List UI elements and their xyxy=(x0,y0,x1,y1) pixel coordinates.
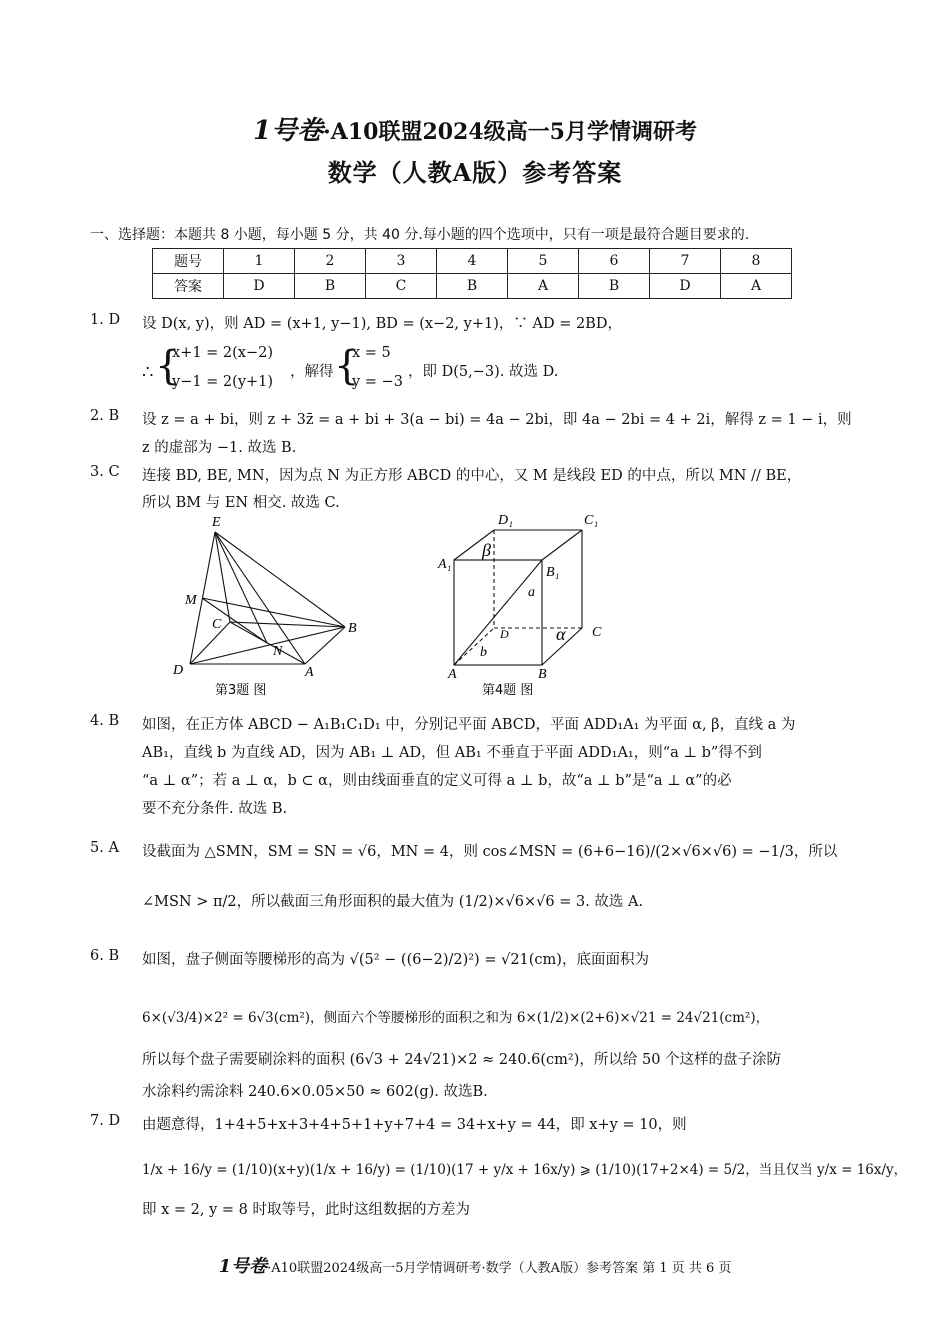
table-cell: D xyxy=(650,274,721,299)
table-cell: 3 xyxy=(366,249,437,274)
q3-line1: 连接 BD, BE, MN，因为点 N 为正方形 ABCD 的中心，又 M 是线段 ED 的中点，所以 MN // BE， xyxy=(142,468,802,484)
page-title xyxy=(0,110,950,147)
table-cell: D xyxy=(224,274,295,299)
brand-logo: 1号卷 xyxy=(253,116,324,146)
label-A: A xyxy=(448,667,457,682)
q4-line3: “a ⊥ α”；若 a ⊥ α，b ⊂ α，则由线面垂直的定义可得 a ⊥ b，故“a ⊥ b”是“a ⊥ α”的必 xyxy=(142,773,732,789)
q7-line2: 1/x + 16/y = (1/10)(x+y)(1/x + 16/y) = (1/10)(17 + y/x + 16x/y) ⩾ (1/10)(17+2×4) = 5/2，当且仅当 y/x = 16x/y， xyxy=(142,1162,908,1178)
label-alpha: α xyxy=(556,624,566,644)
page-footer xyxy=(0,1252,950,1278)
label-B: B xyxy=(538,667,547,682)
footer-text: ·A10联盟2024级高一5月学情调研考·数学（人教A版）参考答案 第 1 页 共 6 页 xyxy=(267,1261,732,1276)
label-N: N xyxy=(273,644,283,659)
section-heading: 一、选择题：本题共 8 小题，每小题 5 分，共 40 分.每小题的四个选项中，只有一项是最符合题目要求的. xyxy=(90,227,750,243)
page-subtitle: 数学（人教A版）参考答案 xyxy=(327,158,623,187)
table-cell: 答案 xyxy=(153,274,224,299)
q3-line2: 所以 BM 与 EN 相交. 故选 C. xyxy=(142,495,340,511)
q5-line2: ∠MSN > π/2，所以截面三角形面积的最大值为 (1/2)×√6×√6 = 3. 故选 A. xyxy=(142,894,644,910)
q7-number: 7. D xyxy=(90,1113,121,1129)
q6-line3: 所以每个盘子需要刷涂料的面积 (6√3 + 24√21)×2 ≈ 240.6(cm²)，所以给 50 个这样的盘子涂防 xyxy=(142,1052,782,1068)
q2-line1: 设 z = a + bi，则 z + 3z̄ = a + bi + 3(a − bi) = 4a − 2bi，即 4a − 2bi = 4 + 2i，解得 z = 1 − i，则 xyxy=(142,412,852,428)
q1-eq1: x+1 = 2(x−2) xyxy=(172,345,274,361)
answer-table xyxy=(152,248,792,299)
label-C: C xyxy=(592,625,602,640)
q2-number: 2. B xyxy=(90,408,120,424)
q5-line1: 设截面为 △SMN，SM = SN = √6，MN = 4，则 cos∠MSN = (6+6−16)/(2×√6×√6) = −1/3，所以 xyxy=(142,844,838,860)
q7-line1: 由题意得，1+4+5+x+3+4+5+1+y+7+4 = 34+x+y = 44，即 x+y = 10，则 xyxy=(142,1117,687,1133)
q7-line3: 即 x = 2, y = 8 时取等号，此时这组数据的方差为 xyxy=(142,1202,470,1218)
label-a: a xyxy=(528,585,535,600)
label-D: D xyxy=(500,627,509,641)
q6-line2: 6×(√3/4)×2² = 6√3(cm²)，侧面六个等腰梯形的面积之和为 6×(1/2)×(2+6)×√21 = 24√21(cm²)， xyxy=(142,1010,770,1026)
table-cell: 5 xyxy=(508,249,579,274)
q4-number: 4. B xyxy=(90,713,120,729)
q4-line1: 如图，在正方体 ABCD − A₁B₁C₁D₁ 中，分别记平面 ABCD，平面 ADD₁A₁ 为平面 α, β，直线 a 为 xyxy=(142,717,796,733)
label-E: E xyxy=(212,515,221,530)
q6-number: 6. B xyxy=(90,948,120,964)
figure-3-caption: 第3题 图 xyxy=(215,683,267,698)
left-brace: { xyxy=(334,343,360,389)
table-cell: 7 xyxy=(650,249,721,274)
figure-4-cube xyxy=(430,508,620,703)
q1-solve: ，解得 xyxy=(290,364,334,380)
q3-number: 3. C xyxy=(90,464,120,480)
label-B: B xyxy=(348,621,357,636)
table-cell: 1 xyxy=(224,249,295,274)
table-cell: 2 xyxy=(295,249,366,274)
label-M: M xyxy=(185,593,197,608)
q5-number: 5. A xyxy=(90,840,119,856)
label-C: C xyxy=(212,617,222,632)
table-cell: B xyxy=(579,274,650,299)
q1-eq2: y−1 = 2(y+1) xyxy=(172,374,274,390)
table-cell: B xyxy=(437,274,508,299)
q1-eq3: x = 5 xyxy=(352,345,391,361)
label-b: b xyxy=(480,645,487,660)
table-cell: 题号 xyxy=(153,249,224,274)
label-beta: β xyxy=(482,540,491,560)
table-row xyxy=(153,249,792,274)
left-brace: { xyxy=(155,343,181,389)
q1-line1: 设 D(x, y)，则 AD = (x+1, y−1), BD = (x−2, y+1)，∵ AD = 2BD， xyxy=(142,316,622,332)
footer-logo: 1号卷 xyxy=(218,1256,268,1277)
q2-line2: z 的虚部为 −1. 故选 B. xyxy=(142,440,297,456)
table-row xyxy=(153,274,792,299)
label-C1: C₁ xyxy=(584,513,599,528)
figure-4-caption: 第4题 图 xyxy=(482,683,534,698)
table-cell: 4 xyxy=(437,249,508,274)
table-cell: A xyxy=(721,274,792,299)
label-B1: B₁ xyxy=(546,565,560,580)
q6-line4: 水涂料约需涂料 240.6×0.05×50 ≈ 602(g). 故选B. xyxy=(142,1084,488,1100)
label-D: D xyxy=(173,663,184,678)
q1-number: 1. D xyxy=(90,312,121,328)
table-cell: B xyxy=(295,274,366,299)
label-A1: A₁ xyxy=(438,557,452,572)
q1-eq4: y = −3 xyxy=(352,374,403,390)
table-cell: 6 xyxy=(579,249,650,274)
exam-title: ·A10联盟2024级高一5月学情调研考 xyxy=(323,119,697,145)
table-cell: C xyxy=(366,274,437,299)
label-D1: D₁ xyxy=(498,513,513,528)
q4-line4: 要不充分条件. 故选 B. xyxy=(142,801,288,817)
label-A: A xyxy=(305,665,314,680)
figure-3-pyramid xyxy=(165,512,375,702)
q6-line1: 如图，盘子侧面等腰梯形的高为 √(5² − ((6−2)/2)²) = √21(cm)，底面面积为 xyxy=(142,952,649,968)
q4-line2: AB₁，直线 b 为直线 AD，因为 AB₁ ⊥ AD，但 AB₁ 不垂直于平面 ADD₁A₁，则“a ⊥ b”得不到 xyxy=(142,745,762,761)
q1-conclusion: ，即 D(5,−3). 故选 D. xyxy=(408,364,559,380)
therefore-symbol: ∴ xyxy=(142,362,154,383)
table-cell: A xyxy=(508,274,579,299)
table-cell: 8 xyxy=(721,249,792,274)
